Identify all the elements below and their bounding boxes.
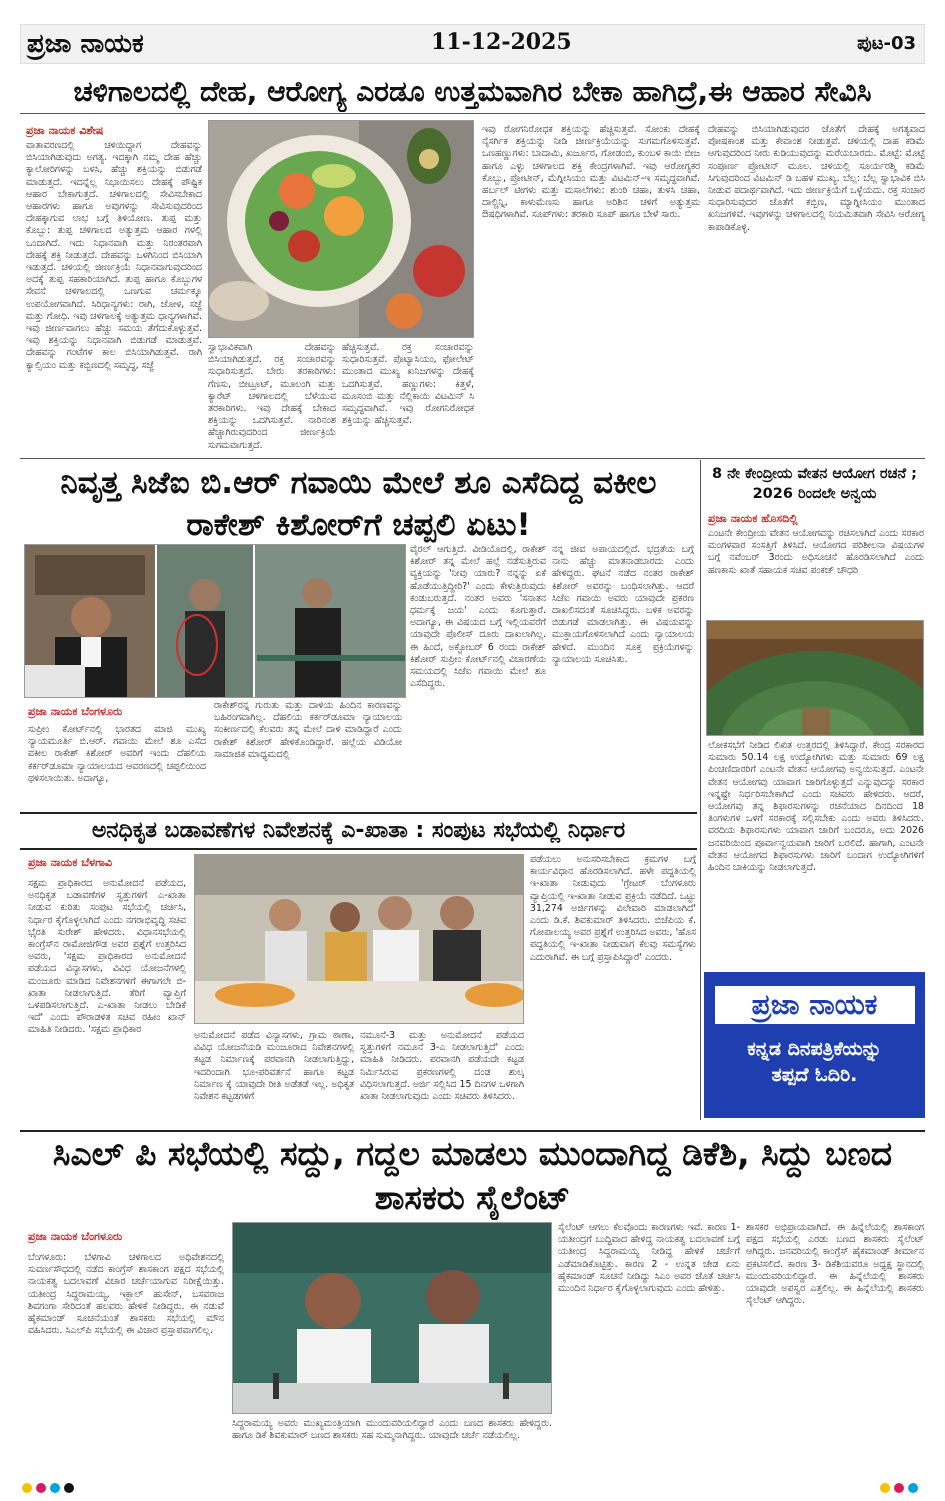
article-column: ಸಿದ್ದರಾಮಯ್ಯ ಅವರು ಮುಖ್ಯಮಂತ್ರಿಯಾಗಿ ಮುಂದುವರಿಯಲಿದ್ದಾರೆ ಎಂದು ಬಣದ ಶಾಸಕರು ಹೇಳಿದ್ದರು. ಹಾಗೂ ಡಿಕೆ ಶಿವಕುಮಾರ್ ಬಣದ ಶಾಸಕರು ಸಹ ಸುಮ್ಮನಾಗಿದ್ದರು. ಯಾವುದೇ ಚರ್ಚೆ ನಡೆಯಲಿಲ್ಲ. bbox=[232, 1418, 552, 1442]
registration-dot bbox=[64, 1483, 74, 1493]
issue-date: 11-12-2025 bbox=[431, 29, 572, 55]
byline-clp: ಪ್ರಜಾ ನಾಯಕ ಬೆಂಗಳೂರು bbox=[28, 1230, 123, 1243]
paper-name: ಪ್ರಜಾ ನಾಯಕ bbox=[27, 29, 144, 59]
registration-dot bbox=[908, 1483, 918, 1493]
registration-dot bbox=[22, 1483, 32, 1493]
promo-line: ತಪ್ಪದೆ ಓದಿರಿ. bbox=[771, 1064, 858, 1086]
article-column: ಪಡೆಯಲು ಅನುಸರಿಸಬೇಕಾದ ಕ್ರಮಗಳ ಬಗ್ಗೆ ಕಾರ್ಯವಿಧಾನ ಹೊರಡಿಸಲಾಗಿದೆ. ಹಳೇ ಪದ್ಧತಿಯಲ್ಲಿ ಇ-ಖಾತಾ ನೀಡುವುದು 'ಗ್ರೇಟರ್ ಬೆಂಗಳೂರು ವ್ಯಾಪ್ತಿಯಲ್ಲಿ ಇ-ಖಾತಾ ನೀಡುವ ಪ್ರಕ್ರಿಯೆ ನಡೆದಿದೆ. ಒಟ್ಟು 31,274 ಅರ್ಜಿಗಳನ್ನು ವಿಲೇವಾರಿ ಮಾಡಲಾಗಿದೆ' ಎಂದು ಡಿ.ಕೆ. ಶಿವಕುಮಾರ್ ತಿಳಿಸಿದರು. ಬಿಜೆಪಿಯ ಕೆ. ಗೋಪಾಲಯ್ಯ ಅವರ ಪ್ರಶ್ನೆಗೆ ಉತ್ತರಿಸಿದ ಅವರು, 'ಹೊಸ ಪದ್ಧತಿಯಲ್ಲಿ ಇ-ಖಾತಾ ನೀಡುವಾಗ ಕೆಲವು ಸಮಸ್ಯೆಗಳು ಎದುರಾಗಿವೆ. ಈ ಬಗ್ಗೆ ಪ್ರಸ್ತಾಪಿಸಿದ್ದಾರೆ' ಎಂದರು. bbox=[530, 854, 696, 963]
article-column: ಬೆಂಗಳೂರು: ಬೆಳಗಾವಿ ಚಳಿಗಾಲದ ಅಧಿವೇಶನದಲ್ಲಿ ಸುವರ್ಣಸೌಧದಲ್ಲಿ ನಡೆದ ಕಾಂಗ್ರೆಸ್ ಶಾಸಕಾಂಗ ಪಕ್ಷದ ಸಭೆಯಲ್ಲಿ ನಾಯಕತ್ವ ಬದಲಾವಣೆ ವಿಚಾರ ಚರ್ಚೆಯಾಗುವ ನಿರೀಕ್ಷೆಯಿತ್ತು. ಯತೀಂದ್ರ ಸಿದ್ದರಾಮಯ್ಯ, ಇಕ್ಬಾಲ್ ಹುಸೇನ್, ಬಸವರಾಜ ಶಿವಗಂಗಾ ಸೇರಿದಂತೆ ಹಲವರು ಹೇಳಿಕೆ ನೀಡಿದ್ದರು. ಈ ನಡುವೆ ಹೈಕಮಾಂಡ್ ಸೂಚನೆಯಂತೆ ಶಾಸಕರು ಸಭೆಯಲ್ಲಿ ಮೌನ ವಹಿಸಿದರು. ಸಿಎಲ್‌ಪಿ ಸಭೆಯಲ್ಲಿ ಈ ವಿಚಾರ ಪ್ರಸ್ತಾಪವಾಗಲಿಲ್ಲ. bbox=[28, 1252, 224, 1337]
article-column: ಸ್ವಾಭಾವಿಕವಾಗಿ ದೇಹವನ್ನು ಬಿಸಿಯಾಗಿಡುತ್ತದೆ. ರಕ್ತ ಸಂಚಾರವನ್ನು ಸುಧಾರಿಸುತ್ತದೆ. ಬೇರು ತರಕಾರಿಗಳು: ಗೆಣಸು, ಬೀಟ್ರೂಟ್, ಮೂಲಂಗಿ ಮತ್ತು ಕ್ಯಾರೆಟ್ ಚಳಿಗಾಲದಲ್ಲಿ ಬೆಳೆಯುವ ತರಕಾರಿಗಳು. ಇವು ದೇಹಕ್ಕೆ ಬೇಕಾದ ಶಕ್ತಿಯನ್ನು ಒದಗಿಸುತ್ತವೆ. ನಾರಿನಂಶ ಹೆಚ್ಚಾಗಿರುವುದರಿಂದ ಜೀರ್ಣಕ್ರಿಯೆ ಸುಗಮವಾಗುತ್ತದೆ. bbox=[208, 342, 336, 451]
divider bbox=[20, 458, 925, 459]
article-column: ಲೋಕಸಭೆಗೆ ನೀಡಿದ ಲಿಖಿತ ಉತ್ತರದಲ್ಲಿ ತಿಳಿಸಿದ್ದಾರೆ. ಕೇಂದ್ರ ಸರಕಾರದ ಸುಮಾರು 50.14 ಲಕ್ಷ ಉದ್ಯೋಗಿಗಳು ಮತ್ತು ಸುಮಾರು 69 ಲಕ್ಷ ಪಿಂಚಣಿದಾರರಿಗೆ ಎಂಟನೇ ವೇತನ ಆಯೋಗವು ಅನ್ವಯಿಸುತ್ತದೆ. ಎಂಟನೇ ವೇತನ ಆಯೋಗವು ಯಾವಾಗ ಜಾರಿಗೊಳ್ಳುತ್ತದೆ ಎನ್ನುವುದನ್ನು ಸರಕಾರ ಇನ್ನಷ್ಟೇ ನಿರ್ಧರಿಸಬೇಕಾಗಿದೆ ಎಂದು ಸಚಿವರು ಹೇಳಿದರು. ಆದರೆ, ಆಯೋಗವು ತನ್ನ ಶಿಫಾರಸುಗಳನ್ನು ರಚನೆಯಾದ ದಿನದಿಂದ 18 ತಿಂಗಳುಗಳ ಒಳಗೆ ಸರಕಾರಕ್ಕೆ ಸಲ್ಲಿಸಬೇಕು ಎಂದು ಅವರು ತಿಳಿಸಿದರು. ವರದಿಯ ಶಿಫಾರಸುಗಳು ಯಾವಾಗ ಜಾರಿಗೆ ಬಂದರೂ, ಅದು 2026 ಜನವರಿಯಿಂದ ಪೂರ್ವಾನ್ವಯವಾಗಿ ಜಾರಿಗೆ ಬರಲಿದೆ. ಹಾಗಾಗಿ, ಎಂಟನೇ ವೇತನ ಆಯೋಗದ ಶಿಫಾರಸುಗಳು ಜಾರಿಗೆ ಬಂದಾಗ ಉದ್ಯೋಗಿಗಳಿಗೆ ಹಿಂದಿನ ಬಾಕಿಯನ್ನು ನೀಡಲಾಗುತ್ತದೆ. bbox=[708, 740, 924, 874]
headline-pay-commission: 8 ನೇ ಕೇಂದ್ರೀಯ ವೇತನ ಆಯೋಗ ರಚನೆ ; 2026 ರಿಂದಲೇ ಅನ್ವಯ bbox=[712, 466, 917, 502]
photo-cm-deputy-cm bbox=[232, 1222, 552, 1414]
headline-a-khata: ಅನಧಿಕೃತ ಬಡಾವಣೆಗಳ ನಿವೇಶನಕ್ಕೆ ಎ-ಖಾತಾ : ಸಂಪುಟ ಸಭೆಯಲ್ಲಿ ನಿರ್ಧಾರ bbox=[20, 812, 697, 850]
photo-cabinet-meeting bbox=[194, 854, 524, 1024]
promo-title: ಪ್ರಜಾ ನಾಯಕ bbox=[715, 986, 915, 1024]
photo-salad-bowl bbox=[208, 120, 474, 338]
photo-parliament bbox=[706, 620, 924, 736]
byline-cji: ಪ್ರಜಾ ನಾಯಕ ಬೆಂಗಳೂರು bbox=[28, 705, 123, 718]
headline-clp-meeting: ಸಿಎಲ್ ಪಿ ಸಭೆಯಲ್ಲಿ ಸದ್ದು, ಗದ್ದಲ ಮಾಡಲು ಮುಂದಾಗಿದ್ದ ಡಿಕೆಶಿ, ಸಿದ್ದು ಬಣದ ಶಾಸಕರು ಸೈಲೆಂಟ್ bbox=[20, 1130, 925, 1220]
article-column: ಸೈಲೆಂಟ್ ಆಗಲು ಕೆಲವೊಂದು ಕಾರಣಗಳು ಇವೆ. ಕಾರಣ 1- ಯತೀಂದ್ರಗೆ ಬುದ್ಧಿವಾದ ಹೇಳಿದ್ದ ನಾಯಕತ್ವ ಬದಲಾವಣೆ ಬಗ್ಗೆ ಯತೀಂದ್ರ ಸಿದ್ದರಾಮಯ್ಯ ನೀಡಿದ್ದ ಹೇಳಿಕೆ ಚರ್ಚೆಗೆ ಎಡೆಮಾಡಿಕೊಟ್ಟಿತ್ತು. ಕಾರಣ 2 - ಉನ್ನತ ಜೇಡ ಏನು ಹೈಕಮಾಂಡ್ ಸೂಚನೆ ನೀಡಿದ್ದು ಸಿಎಂ ಅವರ ಜೊತೆ ಚರ್ಚಿಸಿ ಮುಂದಿನ ನಿರ್ಧಾರ ಕೈಗೊಳ್ಳಲಾಗುವುದು ಎಂದು ಹೇಳಿತ್ತು. bbox=[558, 1222, 740, 1295]
article-column: ಎಂಟನೇ ಕೇಂದ್ರೀಯ ವೇತನ ಆಯೋಗವನ್ನು ರಚಿಸಲಾಗಿದೆ ಎಂದು ಸರಕಾರ ಮಂಗಳವಾರ ಸಂಸತ್ತಿಗೆ ತಿಳಿಸಿದೆ. ಆಯೋಗದ ಪರಿಶೀಲನಾ ವಿಷಯಗಳ ಬಗ್ಗೆ ನವೆಂಬರ್ 3ರಂದು ಅಧಿಸೂಚನೆ ಹೊರಡಿಸಲಾಗಿದೆ ಎಂದು ಹಣಕಾಸು ಖಾತೆ ಸಹಾಯಕ ಸಚಿವ ಪಂಕಜ್ ಚೌಧರಿ bbox=[708, 528, 924, 576]
article-column: ವೈರಲ್ ಆಗುತ್ತಿದೆ. ವೀಡಿಯೊದಲ್ಲಿ, ರಾಕೇಶ್ ಕಿಶೋರ್ ತನ್ನ ಮೇಲೆ ಹಲ್ಲೆ ನಡೆಸುತ್ತಿರುವ ವ್ಯಕ್ತಿಯನ್ನು 'ನೀವು ಯಾರು? ನನ್ನನ್ನು ಏಕೆ ಹೊಡೆಯುತ್ತಿದ್ದೀರಿ?' ಎಂದು ಕೇಳುತ್ತಿರುವುದು ಕಂಡುಬರುತ್ತದೆ. ನಂತರ ಅವರು 'ಸನಾತನ ಧರ್ಮಕ್ಕೆ ಜಯ' ಎಂದು ಕೂಗುತ್ತಾರೆ. ಅದಾಗ್ಯೂ, ಈ ವಿಷಯದ ಬಗ್ಗೆ ಇಲ್ಲಿಯವರೆಗೆ ಯಾವುದೇ ಪೊಲೀಸ್ ದೂರು ದಾಖಲಾಗಿಲ್ಲ. ಈ ಹಿಂದೆ, ಅಕ್ಟೋಬರ್ 6 ರಂದು ರಾಕೇಶ್ ಕಿಶೋರ್ ಸುಪ್ರೀಂ ಕೋರ್ಟ್‌ನಲ್ಲಿ ವಿಚಾರಣೆಯ ಸಮಯದಲ್ಲಿ ಸಿಜೆಐ ಗವಾಯಿ ಮೇಲೆ ಶೂ ಎಸೆದಿದ್ದರು. bbox=[410, 544, 546, 690]
headline-winter-food: ಚಳಿಗಾಲದಲ್ಲಿ ದೇಹ, ಆರೋಗ್ಯ ಎರಡೂ ಉತ್ತಮವಾಗಿರ ಬೇಕಾ ಹಾಗಿದ್ರೆ,ಈ ಆಹಾರ ಸೇವಿಸಿ bbox=[73, 75, 872, 108]
article-column: ಸಕ್ಷಮ ಪ್ರಾಧಿಕಾರದ ಅನುಮೋದನೆ ಪಡೆಯದ, ಅನಧಿಕೃತ ಬಡಾವಣೆಗಳ ಸ್ವತ್ತುಗಳಿಗೆ ಎ-ಖಾತಾ ನೀಡುವ ಕುರಿತು ಸಂಪುಟ ಸಭೆಯಲ್ಲಿ ಚರ್ಚಿಸಿ, ನಿರ್ಧಾರ ಕೈಗೊಳ್ಳಲಾಗಿದೆ ಎಂದು ನಗರಾಭಿವೃದ್ಧಿ ಸಚಿವ ಭೈರತಿ ಸುರೇಶ್ ಹೇಳಿದರು. ವಿಧಾನಸಭೆಯಲ್ಲಿ ಕಾಂಗ್ರೆಸ್‌ನ ರಾಮೋಜಿಗೌಡ ಅವರ ಪ್ರಶ್ನೆಗೆ ಉತ್ತರಿಸಿದ ಅವರು, 'ಸಕ್ಷಮ ಪ್ರಾಧಿಕಾರದ ಅನುಮೋದನೆ ಪಡೆಯದ ವಿನ್ಯಾಸಗಳು, ವಿವಿಧ ಯೋಜನೆಗಳಲ್ಲಿ ಮಂಜೂರು ಮಾಡಿದ ನಿವೇಶನಗಳಿಗೆ ಈಗಾಗಲೇ ಬಿ-ಖಾತಾ ನೀಡಲಾಗುತ್ತಿದೆ. ತೆರಿಗೆ ವ್ಯಾಪ್ತಿಗೆ ಒಳಪಡಿಸಲಾಗುತ್ತಿದೆ. ಎ-ಖಾತಾ ನೀಡಲು ಬೇಡಿಕೆ ಇದೆ' ಎಂದು ಪೌರಾಡಳಿತ ಸಚಿವ ರಹೀಂ ಖಾನ್ ಮಾಹಿತಿ ನೀಡಿದರು. 'ಸಕ್ಷಮ ಪ್ರಾಧಿಕಾರ bbox=[28, 878, 186, 1036]
article-column: ವಾತಾವರಣದಲ್ಲಿ ಚಳಿಯಿದ್ದಾಗ ದೇಹವನ್ನು ಬಿಸಿಯಾಗಿಡುವುದು ಅಗತ್ಯ. ಇದಕ್ಕಾಗಿ ನಮ್ಮ ದೇಹ ಹೆಚ್ಚು ಕ್ಯಾಲೋರಿಗಳನ್ನು ಬಳಸಿ, ಹೆಚ್ಚು ಶಕ್ತಿಯನ್ನು ಬಿಡುಗಡೆ ಮಾಡುತ್ತದೆ. ಇದನ್ನೆಲ್ಲ ನಿಭಾಯಿಸಲು ದೇಹಕ್ಕೆ ಪೌಷ್ಟಿಕ ಆಹಾರ ಬೇಕಾಗುತ್ತದೆ. ಚಳಿಗಾಲದಲ್ಲಿ ಸೇವಿಸಬೇಕಾದ ಆಹಾರಗಳು ಹಾಗೂ ಅವುಗಳನ್ನು ಸೇವಿಸುವುದರಿಂದ ದೇಹಕ್ಕಾಗುವ ಲಾಭ ಬಗ್ಗೆ ತಿಳಿಯೋಣ. ತುಪ್ಪ ಮತ್ತು ಕೊಬ್ಬು: ತುಪ್ಪ ಚಳಿಗಾಲದ ಅತ್ಯುತ್ತಮ ಆಹಾರ ಗಳಲ್ಲಿ ಒಂದಾಗಿದೆ. ಇದು ನಿಧಾನವಾಗಿ ಮತ್ತು ನಿರಂತರವಾಗಿ ದೇಹಕ್ಕೆ ಶಕ್ತಿ ನೀಡುತ್ತದೆ. ದೇಹವನ್ನು ಒಳಗಿನಿಂದ ಬಿಸಿಯಾಗಿ ಇಡುತ್ತದೆ. ಚಳಿಯಲ್ಲಿ ಜೀರ್ಣಕ್ರಿಯೆ ನಿಧಾನವಾಗುವುದರಿಂದ ಅದಕ್ಕೆ ತುಪ್ಪ ಸಹಕಾರಿಯಾಗಿದೆ. ತುಪ್ಪ ಹಾಗೂ ಕೊಬ್ಬುಗಳ ಸೇವನೆ ಚಳಿಗಾಲದಲ್ಲಿ ಒಣಗುವ ಚರ್ಮಕ್ಕೂ ಉಪಯೋಗವಾಗಿದೆ. ಸಿರಿಧಾನ್ಯಗಳು: ರಾಗಿ, ಜೋಳ, ಸಜ್ಜೆ ಮತ್ತು ಗೋಧಿ. ಇವು ಚಳಿಗಾಲಕ್ಕೆ ಅತ್ಯುತ್ತಮ ಧಾನ್ಯಗಳಾಗಿವೆ. ಇವು ಜೀರ್ಣವಾಗಲು ಹೆಚ್ಚು ಸಮಯ ತೆಗೆದುಕೊಳ್ಳುತ್ತವೆ. ಇವು ಶಕ್ತಿಯನ್ನು ನಿಧಾನವಾಗಿ ಬಿಡುಗಡೆ ಮಾಡುತ್ತವೆ. ದೇಹವನ್ನು ಗಂಟೆಗಳ ಕಾಲ ಬಿಸಿಯಾಗಿಡುತ್ತವೆ. ರಾಗಿ ಕ್ಯಾಲ್ಸಿಯಂ ಮತ್ತು ಕಬ್ಬಿಣದಲ್ಲಿ ಸಮೃದ್ಧ, ಸಜ್ಜೆ bbox=[26, 140, 202, 371]
promo-line: ಕನ್ನಡ ದಿನಪತ್ರಿಕೆಯನ್ನು bbox=[747, 1038, 882, 1060]
registration-marks bbox=[880, 1483, 918, 1493]
divider bbox=[20, 113, 925, 114]
article-column: ನಮೂನೆ-3 ಮತ್ತು ಅನುಮೋದನೆ ಪಡೆಯದ ಸ್ವತ್ತುಗಳಿಗೆ ನಮೂನೆ 3-ಎ ನೀಡಲಾಗುತ್ತಿದೆ' ಎಂದು ಮಾಹಿತಿ ನೀಡಿದರು. ಪರವಾನಗಿ ಪಡೆಯದೇ ಕಟ್ಟಡ ನಿರ್ಮಿಸಿರುವ ಪ್ರಕರಣಗಳಲ್ಲಿ ದಂಡ ಶುಲ್ಕ ವಿಧಿಸಲಾಗುತ್ತದೆ. ಅರ್ಜಿ ಸಲ್ಲಿಸಿದ 15 ದಿನಗಳ ಒಳಗಾಗಿ ಖಾತಾ ನೀಡಲಾಗುವುದು ಎಂದು ಸಚಿವರು ತಿಳಿಸಿದರು. bbox=[360, 1030, 524, 1103]
article-column: ರಾಕೇಶ್‌ರನ್ನ ಗುರುತು ಮತ್ತು ದಾಳಿಯ ಹಿಂದಿನ ಕಾರಣವನ್ನು ಬಹಿರಂಗವಾಗಿಲ್ಲ. ದೆಹಲಿಯ ಕರ್ಕರ್‌ಡೂಮಾ ನ್ಯಾಯಾಲಯ ಸಂಕೀರ್ಣದಲ್ಲಿ ಕೆಲವರು ತನ್ನ ಮೇಲೆ ದಾಳಿ ಮಾಡಿದ್ದಾರೆ ಎಂದು ರಾಕೇಶ್ ಕಿಶೋರ್ ಹೇಳಿಕೊಂಡಿದ್ದಾರೆ. ಹಲ್ಲೆಯ ವಿಡಿಯೋ ಸಾಮಾಜಿಕ ಮಾಧ್ಯಮದಲ್ಲಿ bbox=[214, 700, 402, 760]
registration-marks bbox=[22, 1483, 74, 1493]
column-divider bbox=[700, 460, 701, 1120]
promo-box bbox=[704, 972, 925, 1118]
article-column: ಅನುಮೋದನೆ ಪಡೆದ ವಿನ್ಯಾಸಗಳು, ಗ್ರಾಮ ಠಾಣಾ, ವಿವಿಧ ಯೋಜನೆಯಡಿ ಮಂಜೂರಾದ ನಿವೇಶನಗಳಲ್ಲಿ ಕಟ್ಟಡ ನಿರ್ಮಾಣಕ್ಕೆ ಪರವಾನಗಿ ನೀಡಲಾಗುತ್ತಿದ್ದು, ಇದರಿಂದಾಗಿ ಭೂ-ಪರಿವರ್ತನೆ ಹಾಗೂ ಕಟ್ಟಡ ನಿರ್ಮಾಣ ಕ್ಕೆ ಯಾವುದೇ ರೀತಿ ಅಡೆತಡೆ ಇಲ್ಲ. ಅಧಿಕೃತ ನಿವೇಶನ ಕಟ್ಟಡಗಳಿಗೆ bbox=[194, 1030, 354, 1103]
masthead bbox=[20, 24, 925, 64]
registration-dot bbox=[880, 1483, 890, 1493]
page-number: ಪುಟ-03 bbox=[857, 33, 916, 54]
article-column: ಶಾಸಕರ ಅಭಿಪ್ರಾಯವಾಗಿದೆ. ಈ ಹಿನ್ನೆಲೆಯಲ್ಲಿ ಶಾಸಕಾಂಗ ಪಕ್ಷದ ಸಭೆಯಲ್ಲಿ ಎರಡು ಬಣದ ಶಾಸಕರು ಸೈಲೆಂಟ್ ಆಗಿದ್ದರು. ಜನವರಿಯಲ್ಲಿ ಕಾಂಗ್ರೆಸ್ ಹೈಕಮಾಂಡ್ ತೀರ್ಮಾನ ಪ್ರಕಟಿಸಲಿದೆ. ಕಾರಣ 3- ಡಿಕೆಶಿಯವರೂ ಅಧ್ಯಕ್ಷ ಸ್ಥಾನದಲ್ಲಿ ಮುಂದುವರಿಯಲಿದ್ದಾರೆ. ಈ ಹಿನ್ನೆಲೆಯಲ್ಲಿ ಶಾಸಕರು ಯಾವುದೇ ಅಪಸ್ವರ ಎತ್ತಲಿಲ್ಲ. ಈ ಹಿನ್ನೆಲೆಯಲ್ಲಿ ಶಾಸಕರು ಸೈಲೆಂಟ್ ಆಗಿದ್ದರು. bbox=[746, 1222, 924, 1307]
article-column: ಸುಪ್ರೀಂ ಕೋರ್ಟ್‌ನಲ್ಲಿ ಭಾರತದ ಮಾಜಿ ಮುಖ್ಯ ನ್ಯಾಯಮೂರ್ತಿ ಬಿ.ಆರ್. ಗವಾಯಿ ಮೇಲೆ ಶೂ ಎಸೆದ ವಕೀಲ ರಾಕೇಶ್ ಕಿಶೋರ್ ಅವರಿಗೆ ಇಂದು ದೆಹಲಿಯ ಕರ್ಕರ್‌ಡೂಮಾ ನ್ಯಾಯಾಲಯದ ಆವರಣದಲ್ಲಿ ಚಪ್ಪಲಿಯಿಂದ ಥಳಿಸಲಾಯಿತು. ಅದಾಗ್ಯೂ, bbox=[28, 724, 206, 784]
byline-pay: ಪ್ರಜಾ ನಾಯಕ ಹೊಸದಿಲ್ಲಿ bbox=[708, 512, 798, 525]
article-column: ನನ್ನ ಜೀವ ಅಪಾಯದಲ್ಲಿದೆ. ಭದ್ರತೆಯ ಬಗ್ಗೆ ನಾನು ಹೆಚ್ಚು ಮಾತನಾಡಬಾರದು ಎಂದು ಹೇಳಿದ್ದರು. ಘಟನೆ ನಡೆದ ನಂತರ ರಾಕೇಶ್ ಕಿಶೋರ್ ಅವರನ್ನು ಬಂಧಿಸಲಾಗಿತ್ತು. ಆದರೆ ಸಿಜೆಐ ಗವಾಯಿ ಅವರು ಯಾವುದೇ ಪ್ರಕರಣ ದಾಖಲಿಸದಂತೆ ಸೂಚಿಸಿದ್ದರು. ಬಳಿಕ ಅವರನ್ನು ಬಿಡುಗಡೆ ಮಾಡಲಾಗಿತ್ತು. ಈ ವಿಷಯವನ್ನು ಮುಕ್ತಾಯಗೊಳಿಸಲಾಗಿದೆ ಎಂದು ನ್ಯಾಯಾಲಯ ಹೇಳಿದೆ. ಮುಂದಿನ ಸೂಕ್ತ ಪ್ರಕ್ರಿಯೆಗಳನ್ನು ನ್ಯಾಯಾಲಯ ಸೂಚಿಸಿತು. bbox=[552, 544, 694, 665]
article-column: ದೇಹವನ್ನು ಬಿಸಿಯಾಗಿಡುವುದರ ಜೊತೆಗೆ ದೇಹಕ್ಕೆ ಅಗತ್ಯವಾದ ಪೋಷಕಾಂಶ ಮತ್ತು ಕೇವಾಂಶ ನೀಡುತ್ತವೆ. ಚಳಿಯಲ್ಲಿ ದಾಹ ಕಡಿಮೆ ಆಗುವುದರಿಂದ ನೀರು ಕುಡಿಯುವುದನ್ನು ಮರೆಯಬಾರದು. ಮೊಟ್ಟೆ: ಮೊಟ್ಟೆ ಸಂಪೂರ್ಣ ಪ್ರೋಟೀನ್ ಮೂಲ. ಚಳಿಯಲ್ಲಿ ಸೂರ್ಯರಶ್ಮಿ ಕಡಿಮೆ ಸಿಗುವುದರಿಂದ ವಿಟಮಿನ್ ಡಿ ಬಹಳ ಮುಖ್ಯ. ಬೆಲ್ಲ: ಬೆಲ್ಲ ಸ್ವಾಭಾವಿಕ ಬಿಸಿ ನೀಡುವ ಪದಾರ್ಥವಾಗಿದೆ. ಇದು ಜೀರ್ಣಕ್ರಿಯೆಗೆ ಒಳ್ಳೆಯದು. ರಕ್ತ ಸಂಚಾರ ಸುಧಾರಿಸುವುದರ ಜೊತೆಗೆ ಕಬ್ಬಿಣ, ಮ್ಯಾಗ್ನೀಸಿಯಂ ಮುಂತಾದ ಖನಿಜಗಳಿವೆ. ಇವುಗಳನ್ನು ಚಳಿಗಾಲದಲ್ಲಿ ನಿಯಮಿತವಾಗಿ ಸೇವಿಸಿ ಆರೋಗ್ಯ ಕಾಪಾಡಿಕೊಳ್ಳಿ. bbox=[708, 124, 925, 233]
registration-dot bbox=[894, 1483, 904, 1493]
byline-akhata: ಪ್ರಜಾ ನಾಯಕ ಬೆಳಗಾವಿ bbox=[28, 856, 113, 869]
headline-cji-shoe: ನಿವೃತ್ತ ಸಿಜೆಐ ಬಿ.ಆರ್ ಗವಾಯಿ ಮೇಲೆ ಶೂ ಎಸೆದಿದ್ದ ವಕೀಲ ರಾಕೇಶ್ ಕಿಶೋರ್‌ಗೆ ಚಪ್ಪಲಿ ಏಟು! bbox=[60, 465, 657, 543]
article-column: ಇವು ರೋಗನಿರೋಧಕ ಶಕ್ತಿಯನ್ನು ಹೆಚ್ಚಿಸುತ್ತವೆ. ಸೋಂಕು ದೇಹಕ್ಕೆ ನೈಸರ್ಗಿಕ ಶಕ್ತಿಯನ್ನು ನೀಡಿ ಜೀರ್ಣಕ್ರಿಯೆಯನ್ನು ಸುಗಮಗೊಳಿಸುತ್ತವೆ. ಒಣಹಣ್ಣುಗಳು: ಬಾದಾಮಿ, ಖರ್ಜೂರ, ಗೋಡಂಬಿ, ಕುಂಬಳ ಕಾಯಿ ಬೀಜ ಹಾಗೂ ಎಳ್ಳು ಚಳಿಗಾಲದ ಶಕ್ತಿ ಕೇಂದ್ರಗಳಾಗಿವೆ. ಇವು ಆರೋಗ್ಯಕರ ಕೊಬ್ಬು, ಪ್ರೋಟೀನ್, ಮೆಗ್ನೀಸಿಯಂ ಮತ್ತು ವಿಟಮಿನ್-ಇ ಸಮೃದ್ಧವಾಗಿವೆ. ಹರ್ಬಲ್ ಟೀಗಳು ಮತ್ತು ಮಸಾಲೆಗಳು: ಶುಂಠಿ ಚಹಾ, ತುಳಸಿ ಚಹಾ, ದಾಲ್ಚಿನ್ನಿ, ಕಾಳುಮೆಣಸು ಹಾಗೂ ಅರಿಶಿನ ಚಳಿಗೆ ಅತ್ಯುತ್ತಮ ಔಷಧಿಗಳಾಗಿವೆ. ಸೂಪ್‌ಗಳು: ತರಕಾರಿ ಸೂಪ್ ಹಾಗೂ ಬೇಳೆ ಸಾರು. bbox=[482, 124, 700, 221]
byline-winter: ಪ್ರಜಾ ನಾಯಕ ವಿಶೇಷ bbox=[26, 124, 104, 137]
registration-dot bbox=[50, 1483, 60, 1493]
photo-courtroom bbox=[24, 544, 406, 698]
registration-dot bbox=[36, 1483, 46, 1493]
article-column: ಹೆಚ್ಚಿಸುತ್ತವೆ. ರಕ್ತ ಸಂಚಾರವನ್ನು ಸುಧಾರಿಸುತ್ತವೆ. ಪೊಟ್ಯಾಸಿಯಂ, ಫೋಲೇಟ್ ಮುಂತಾದ ಮುಖ್ಯ ಖನಿಜಗಳನ್ನು ದೇಹಕ್ಕೆ ಒದಗಿಸುತ್ತವೆ. ಹಣ್ಣುಗಳು: ಕಿತ್ತಳೆ, ಮೂಸಂಬಿ ಮತ್ತು ನೆಲ್ಲಿಕಾಯಿ ವಿಟಮಿನ್ ಸಿ ಸಮೃದ್ಧವಾಗಿವೆ. ಇವು ರೋಗನಿರೋಧಕ ಶಕ್ತಿಯನ್ನು ಹೆಚ್ಚಿಸುತ್ತವೆ. bbox=[342, 342, 474, 427]
